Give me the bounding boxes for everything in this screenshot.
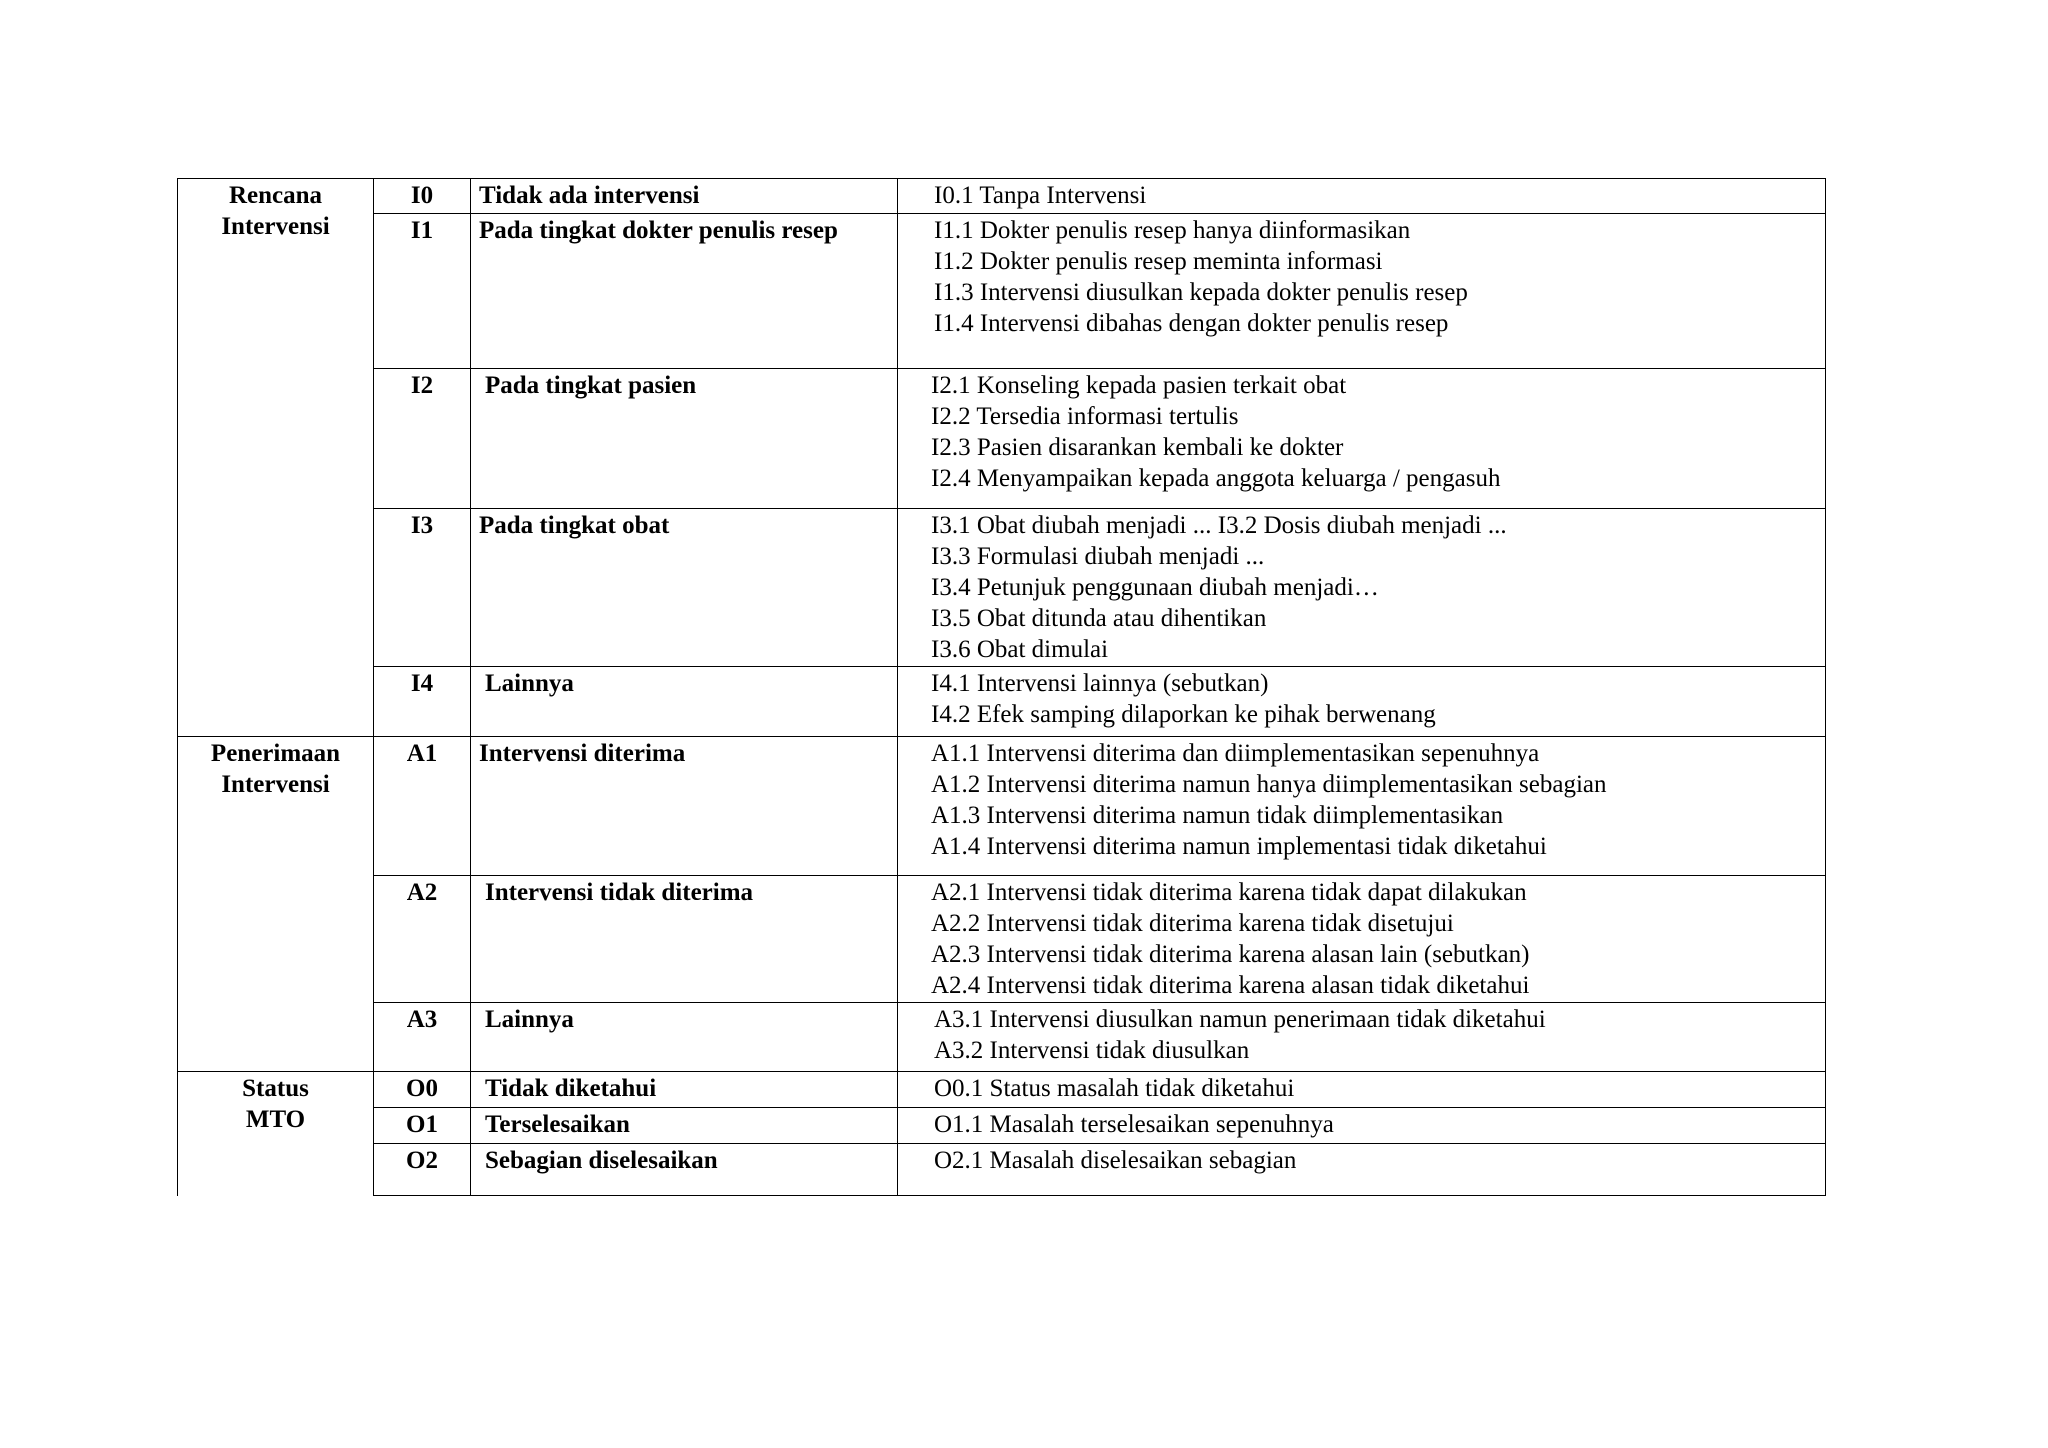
table-row	[178, 1003, 1826, 1072]
category-cell	[178, 179, 374, 737]
detail-cell	[898, 214, 1826, 369]
detail-line: O1.1 Masalah terselesaikan sepenuhnya	[934, 1111, 1334, 1138]
category-label-line: Penerimaan	[210, 740, 341, 767]
code-cell: A2	[374, 876, 471, 1003]
detail-line: I3.1 Obat diubah menjadi ... I3.2 Dosis diubah menjadi ...	[931, 512, 1507, 539]
detail-cell	[898, 1003, 1826, 1072]
table-row	[178, 737, 1826, 876]
table-row	[178, 214, 1826, 369]
detail-line: A1.2 Intervensi diterima namun hanya diimplementasikan sebagian	[931, 771, 1607, 798]
detail-line: I3.3 Formulasi diubah menjadi ...	[931, 543, 1265, 570]
detail-line: I1.2 Dokter penulis resep meminta informasi	[934, 248, 1383, 275]
name-cell: Pada tingkat obat	[471, 509, 898, 667]
category-label-line: MTO	[245, 1106, 306, 1133]
detail-cell	[898, 876, 1826, 1003]
name-cell: Tidak diketahui	[471, 1072, 898, 1108]
category-cell	[178, 1072, 374, 1196]
detail-line: O0.1 Status masalah tidak diketahui	[934, 1075, 1295, 1102]
detail-line: A3.2 Intervensi tidak diusulkan	[934, 1037, 1250, 1064]
table-row	[178, 876, 1826, 1003]
detail-line: O2.1 Masalah diselesaikan sebagian	[934, 1147, 1297, 1174]
document-page	[177, 178, 1825, 1196]
name-cell: Lainnya	[471, 667, 898, 737]
detail-cell	[898, 1108, 1826, 1144]
detail-line: I2.2 Tersedia informasi tertulis	[931, 403, 1239, 430]
table-row	[178, 1144, 1826, 1196]
detail-cell	[898, 179, 1826, 214]
category-cell	[178, 737, 374, 1072]
detail-cell	[898, 1072, 1826, 1108]
category-label-line: Status	[242, 1075, 309, 1102]
code-cell: I4	[374, 667, 471, 737]
detail-line: A2.4 Intervensi tidak diterima karena alasan tidak diketahui	[931, 972, 1530, 999]
detail-line: I2.4 Menyampaikan kepada anggota keluarga / pengasuh	[931, 465, 1501, 492]
code-cell: A3	[374, 1003, 471, 1072]
detail-line: I4.2 Efek samping dilaporkan ke pihak berwenang	[931, 701, 1436, 728]
code-cell: I1	[374, 214, 471, 369]
detail-cell	[898, 369, 1826, 509]
table-row	[178, 179, 1826, 214]
detail-line: A1.1 Intervensi diterima dan diimplementasikan sepenuhnya	[931, 740, 1540, 767]
name-cell: Intervensi tidak diterima	[471, 876, 898, 1003]
category-label-line: Rencana	[228, 182, 323, 209]
detail-line: I3.4 Petunjuk penggunaan diubah menjadi…	[931, 574, 1379, 601]
code-cell: A1	[374, 737, 471, 876]
name-cell: Intervensi diterima	[471, 737, 898, 876]
detail-line: I1.1 Dokter penulis resep hanya diinformasikan	[934, 217, 1411, 244]
name-cell: Pada tingkat pasien	[471, 369, 898, 509]
detail-line: A1.4 Intervensi diterima namun implementasi tidak diketahui	[931, 833, 1547, 860]
table-row	[178, 667, 1826, 737]
table-row	[178, 369, 1826, 509]
code-cell: I2	[374, 369, 471, 509]
detail-line: I3.6 Obat dimulai	[931, 636, 1109, 663]
detail-line: I2.3 Pasien disarankan kembali ke dokter	[931, 434, 1344, 461]
code-cell: I3	[374, 509, 471, 667]
table-row	[178, 509, 1826, 667]
detail-line: I1.3 Intervensi diusulkan kepada dokter penulis resep	[934, 279, 1468, 306]
code-cell: I0	[374, 179, 471, 214]
detail-line: I2.1 Konseling kepada pasien terkait obat	[931, 372, 1347, 399]
detail-line: A2.3 Intervensi tidak diterima karena alasan lain (sebutkan)	[931, 941, 1530, 968]
detail-line: A3.1 Intervensi diusulkan namun penerimaan tidak diketahui	[934, 1006, 1546, 1033]
code-cell: O1	[374, 1108, 471, 1144]
table-row	[178, 1072, 1826, 1108]
detail-line: I0.1 Tanpa Intervensi	[934, 182, 1147, 209]
mto-classification-table	[177, 178, 1826, 1196]
code-cell: O0	[374, 1072, 471, 1108]
detail-line: A2.2 Intervensi tidak diterima karena tidak disetujui	[931, 910, 1454, 937]
detail-cell	[898, 1144, 1826, 1196]
category-label-line: Intervensi	[221, 771, 330, 798]
detail-cell	[898, 509, 1826, 667]
name-cell: Sebagian diselesaikan	[471, 1144, 898, 1196]
code-cell: O2	[374, 1144, 471, 1196]
category-label-line: Intervensi	[221, 213, 330, 240]
detail-line: A1.3 Intervensi diterima namun tidak diimplementasikan	[931, 802, 1504, 829]
name-cell: Lainnya	[471, 1003, 898, 1072]
detail-line: I1.4 Intervensi dibahas dengan dokter penulis resep	[934, 310, 1449, 337]
detail-line: I3.5 Obat ditunda atau dihentikan	[931, 605, 1267, 632]
detail-cell	[898, 737, 1826, 876]
table-row	[178, 1108, 1826, 1144]
detail-line: I4.1 Intervensi lainnya (sebutkan)	[931, 670, 1269, 697]
detail-line: A2.1 Intervensi tidak diterima karena tidak dapat dilakukan	[931, 879, 1527, 906]
name-cell: Tidak ada intervensi	[471, 179, 898, 214]
name-cell: Pada tingkat dokter penulis resep	[471, 214, 898, 369]
name-cell: Terselesaikan	[471, 1108, 898, 1144]
detail-cell	[898, 667, 1826, 737]
